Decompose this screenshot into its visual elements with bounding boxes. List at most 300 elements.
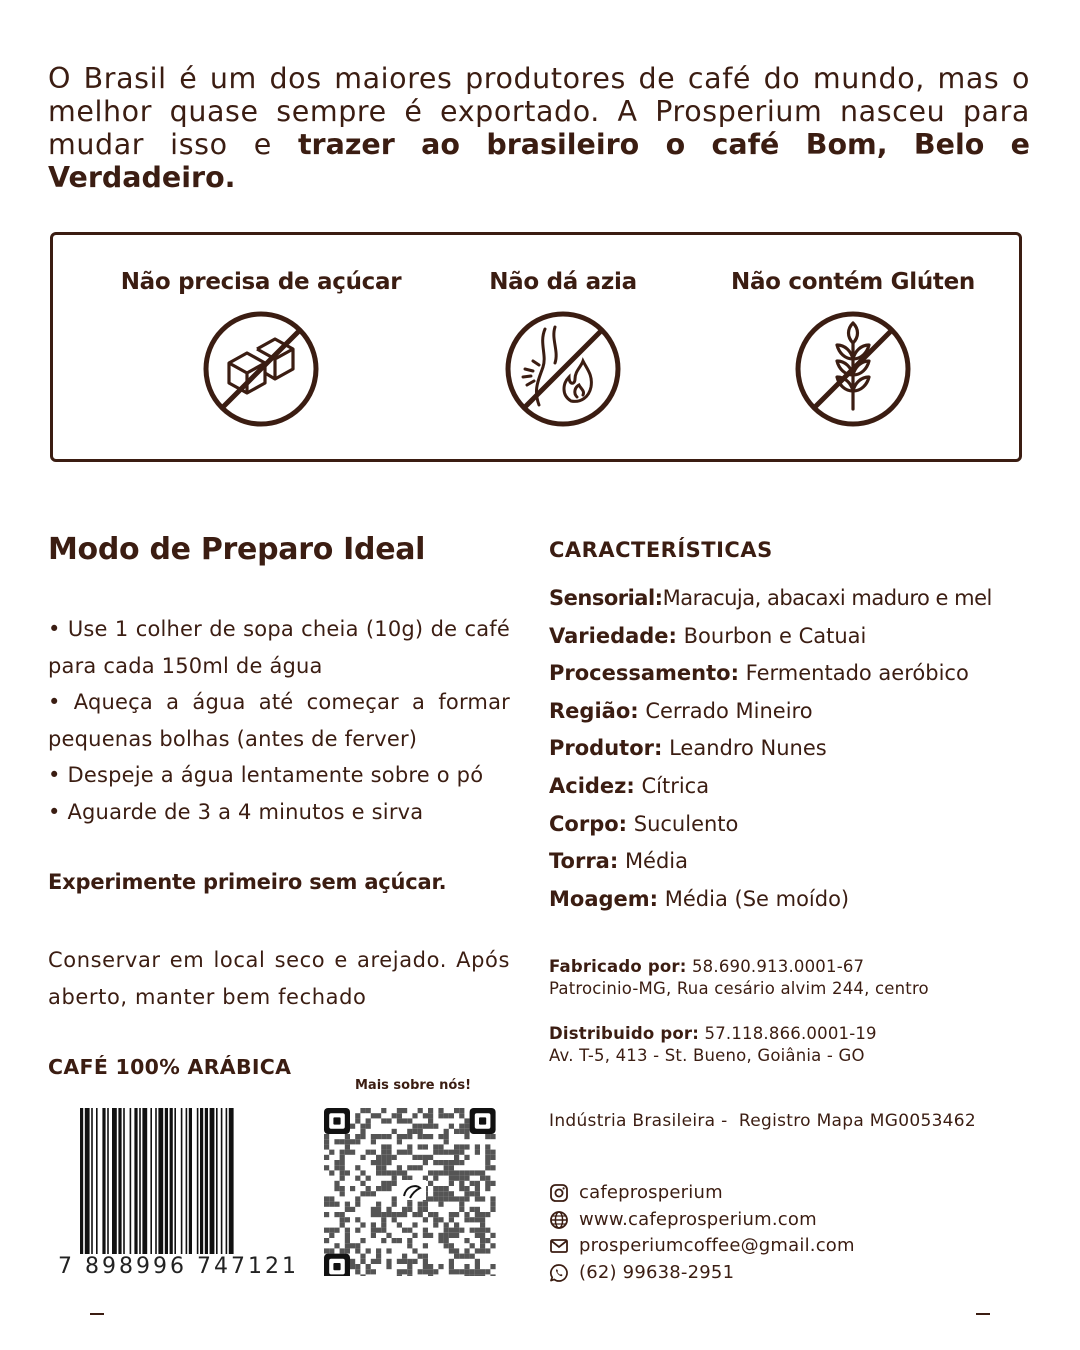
qr-module xyxy=(386,1212,391,1217)
qr-module xyxy=(412,1124,417,1129)
qr-module xyxy=(459,1124,464,1129)
qr-module xyxy=(324,1134,329,1139)
qr-module xyxy=(464,1264,469,1269)
qr-module xyxy=(412,1233,417,1238)
barcode-number: 7 898996 747121 xyxy=(58,1254,299,1279)
qr-module xyxy=(444,1134,449,1139)
qr-module xyxy=(407,1202,412,1207)
qr-module xyxy=(438,1144,443,1149)
qr-module xyxy=(480,1217,485,1222)
qr-module xyxy=(324,1238,329,1243)
list-item: • Aguarde de 3 a 4 minutos e sirva xyxy=(48,799,424,824)
characteristic-key: Corpo: xyxy=(549,811,628,836)
qr-module xyxy=(485,1269,490,1274)
qr-module xyxy=(366,1108,371,1113)
qr-module xyxy=(475,1150,480,1155)
qr-module xyxy=(490,1155,495,1160)
qr-module xyxy=(360,1155,365,1160)
qr-module xyxy=(392,1238,397,1243)
qr-module xyxy=(475,1233,480,1238)
barcode-bar xyxy=(186,1108,188,1276)
qr-module xyxy=(392,1181,397,1186)
qr-module xyxy=(376,1254,381,1259)
qr-module xyxy=(444,1160,449,1165)
qr-module xyxy=(428,1134,433,1139)
qr-module xyxy=(464,1124,469,1129)
qr-module xyxy=(423,1269,428,1274)
qr-module xyxy=(475,1170,480,1175)
qr-module xyxy=(324,1248,329,1253)
qr-module xyxy=(485,1228,490,1233)
barcode-bar xyxy=(174,1108,176,1276)
qr-module xyxy=(428,1264,433,1269)
qr-module xyxy=(459,1228,464,1233)
qr-module xyxy=(366,1186,371,1191)
qr-module xyxy=(371,1222,376,1227)
qr-module xyxy=(412,1248,417,1253)
list-item: • Aqueça a água até começar a formar pequenas bolhas (antes de ferver) xyxy=(48,690,510,751)
characteristic-producer xyxy=(549,730,1029,768)
qr-module xyxy=(371,1212,376,1217)
qr-module xyxy=(360,1134,365,1139)
qr-module xyxy=(490,1207,495,1212)
qr-module xyxy=(464,1274,469,1276)
qr-module xyxy=(340,1150,345,1155)
barcode-bar xyxy=(85,1108,90,1276)
characteristic-key: Acidez: xyxy=(549,773,635,798)
qr-module xyxy=(480,1170,485,1175)
qr-module xyxy=(360,1108,365,1113)
qr-module xyxy=(444,1170,449,1175)
qr-module xyxy=(459,1144,464,1149)
qr-module xyxy=(433,1217,438,1222)
qr-module xyxy=(485,1144,490,1149)
manufacturer-info xyxy=(549,956,1029,1000)
badge-no-sugar xyxy=(101,269,421,429)
qr-module xyxy=(376,1160,381,1165)
qr-module xyxy=(449,1191,454,1196)
qr-module xyxy=(350,1139,355,1144)
qr-module xyxy=(449,1259,454,1264)
qr-module xyxy=(407,1238,412,1243)
qr-module xyxy=(475,1248,480,1253)
qr-module xyxy=(433,1176,438,1181)
qr-module xyxy=(449,1269,454,1274)
qr-module xyxy=(449,1165,454,1170)
barcode-bar xyxy=(112,1108,117,1276)
qr-module xyxy=(412,1222,417,1227)
qr-module xyxy=(464,1176,469,1181)
qr-module xyxy=(324,1212,329,1217)
qr-module xyxy=(345,1139,350,1144)
barcode-bar xyxy=(210,1108,215,1276)
qr-module xyxy=(428,1155,433,1160)
list-item: • Use 1 colher de sopa cheia (10g) de café para cada 150ml de água xyxy=(48,617,510,678)
qr-module xyxy=(459,1202,464,1207)
qr-module xyxy=(324,1196,329,1201)
qr-module xyxy=(334,1165,339,1170)
qr-module xyxy=(433,1196,438,1201)
qr-module xyxy=(392,1176,397,1181)
barcode-bar xyxy=(221,1108,223,1276)
qr-module xyxy=(444,1233,449,1238)
qr-module xyxy=(392,1212,397,1217)
qr-module xyxy=(376,1165,381,1170)
globe-icon xyxy=(549,1210,569,1230)
qr-module xyxy=(324,1202,329,1207)
qr-module xyxy=(386,1155,391,1160)
qr-module xyxy=(480,1233,485,1238)
qr-module xyxy=(423,1259,428,1264)
qr-module xyxy=(449,1217,454,1222)
qr-module xyxy=(459,1254,464,1259)
qr-module xyxy=(464,1129,469,1134)
qr-module xyxy=(418,1134,423,1139)
qr-module xyxy=(386,1207,391,1212)
qr-module xyxy=(454,1212,459,1217)
badge-no-heartburn xyxy=(403,269,723,429)
website-link[interactable]: www.cafeprosperium.com xyxy=(579,1208,817,1230)
qr-module xyxy=(449,1212,454,1217)
qr-module xyxy=(324,1165,329,1170)
contact-whatsapp[interactable] xyxy=(549,1260,855,1287)
qr-module xyxy=(475,1144,480,1149)
qr-module xyxy=(407,1243,412,1248)
list-item: • Despeje a água lentamente sobre o pó xyxy=(48,763,484,787)
qr-module xyxy=(490,1150,495,1155)
qr-module xyxy=(454,1228,459,1233)
qr-module xyxy=(371,1269,376,1274)
qr-module xyxy=(444,1113,449,1118)
qr-module xyxy=(360,1222,365,1227)
qr-module xyxy=(423,1207,428,1212)
qr-module xyxy=(438,1134,443,1139)
qr-module xyxy=(381,1134,386,1139)
qr-module xyxy=(449,1233,454,1238)
qr-module xyxy=(438,1196,443,1201)
qr-module xyxy=(423,1264,428,1269)
qr-module xyxy=(485,1155,490,1160)
qr-module xyxy=(397,1134,402,1139)
qr-module xyxy=(397,1108,402,1113)
qr-module xyxy=(366,1269,371,1274)
qr-module xyxy=(355,1176,360,1181)
qr-module xyxy=(324,1139,329,1144)
characteristic-value: Bourbon e Catuai xyxy=(683,623,867,648)
qr-module xyxy=(423,1155,428,1160)
mail-icon xyxy=(549,1236,569,1256)
qr-module xyxy=(360,1274,365,1276)
characteristic-body xyxy=(549,806,1029,844)
qr-module xyxy=(464,1248,469,1253)
qr-module xyxy=(490,1165,495,1170)
barcode-bar xyxy=(123,1108,125,1276)
characteristic-grind xyxy=(549,881,1029,919)
qr-module xyxy=(475,1196,480,1201)
qr-module xyxy=(355,1217,360,1222)
badge-label: Não contém Glúten xyxy=(731,269,975,295)
qr-module xyxy=(397,1269,402,1274)
characteristics-title: CARACTERÍSTICAS xyxy=(549,538,773,562)
qr-module xyxy=(329,1170,334,1175)
qr-module xyxy=(438,1238,443,1243)
qr-module xyxy=(475,1186,480,1191)
qr-module xyxy=(360,1129,365,1134)
qr-module xyxy=(444,1139,449,1144)
qr-module xyxy=(371,1160,376,1165)
qr-module xyxy=(334,1160,339,1165)
benefits-box xyxy=(50,232,1022,462)
qr-module xyxy=(454,1155,459,1160)
qr-module xyxy=(407,1259,412,1264)
qr-module xyxy=(360,1181,365,1186)
qr-module xyxy=(381,1165,386,1170)
characteristic-roast xyxy=(549,843,1029,881)
instagram-icon xyxy=(549,1183,569,1203)
characteristic-key: Variedade: xyxy=(549,623,677,648)
barcode-bar xyxy=(170,1108,173,1276)
qr-module xyxy=(454,1254,459,1259)
qr-module xyxy=(428,1118,433,1123)
qr-module xyxy=(480,1269,485,1274)
qr-module xyxy=(459,1176,464,1181)
instagram-handle[interactable]: cafeprosperium xyxy=(579,1182,723,1203)
qr-module xyxy=(412,1129,417,1134)
whatsapp-icon xyxy=(549,1263,569,1283)
characteristic-key: Produtor: xyxy=(549,736,663,761)
qr-module xyxy=(428,1170,433,1175)
qr-module xyxy=(350,1207,355,1212)
qr-module xyxy=(412,1155,417,1160)
gluten-free-icon xyxy=(793,309,913,429)
qr-module xyxy=(480,1228,485,1233)
qr-module xyxy=(366,1150,371,1155)
industry-registration: Indústria Brasileira - Registro Mapa MG0053462 xyxy=(549,1111,977,1131)
qr-module xyxy=(381,1118,386,1123)
qr-module xyxy=(423,1134,428,1139)
qr-module xyxy=(355,1134,360,1139)
qr-module xyxy=(371,1228,376,1233)
qr-module xyxy=(444,1243,449,1248)
qr-module xyxy=(340,1165,345,1170)
qr-module xyxy=(371,1150,376,1155)
contact-email[interactable] xyxy=(549,1233,855,1260)
qr-module xyxy=(392,1202,397,1207)
preparation-title: Modo de Preparo Ideal xyxy=(48,532,426,567)
qr-module xyxy=(412,1212,417,1217)
qr-module xyxy=(444,1196,449,1201)
qr-module xyxy=(397,1222,402,1227)
qr-module xyxy=(397,1274,402,1276)
qr-module xyxy=(464,1155,469,1160)
qr-module xyxy=(470,1207,475,1212)
qr-module xyxy=(407,1129,412,1134)
qr-module xyxy=(376,1228,381,1233)
barcode-bar xyxy=(134,1108,137,1276)
qr-module xyxy=(345,1248,350,1253)
characteristics-list xyxy=(549,580,1029,918)
qr-module xyxy=(444,1129,449,1134)
qr-module xyxy=(329,1202,334,1207)
qr-module xyxy=(340,1176,345,1181)
manufacturer-cnpj: 58.690.913.0001-67 xyxy=(691,957,865,976)
contact-instagram[interactable] xyxy=(549,1180,855,1207)
qr-module xyxy=(334,1181,339,1186)
qr-module xyxy=(490,1274,495,1276)
barcode-bar xyxy=(102,1108,105,1276)
qr-module xyxy=(397,1113,402,1118)
qr-module xyxy=(428,1196,433,1201)
qr-module xyxy=(371,1191,376,1196)
qr-module xyxy=(454,1176,459,1181)
qr-module xyxy=(418,1207,423,1212)
qr-module xyxy=(397,1139,402,1144)
characteristic-value: Cítrica xyxy=(641,773,710,798)
qr-module xyxy=(464,1134,469,1139)
whatsapp-number[interactable]: (62) 99638-2951 xyxy=(579,1261,735,1283)
qr-module xyxy=(428,1113,433,1118)
qr-module xyxy=(464,1170,469,1175)
qr-module xyxy=(490,1264,495,1269)
qr-module xyxy=(433,1269,438,1274)
qr-module xyxy=(428,1274,433,1276)
qr-module xyxy=(340,1191,345,1196)
qr-module xyxy=(376,1202,381,1207)
qr-module xyxy=(366,1176,371,1181)
barcode-bar xyxy=(139,1108,141,1276)
qr-module xyxy=(397,1238,402,1243)
product-type: CAFÉ 100% ARÁBICA xyxy=(48,1055,292,1079)
manufacturer-address: Patrocinio-MG, Rua cesário alvim 244, centro xyxy=(549,979,929,998)
qr-module xyxy=(459,1129,464,1134)
qr-module xyxy=(438,1202,443,1207)
qr-module xyxy=(454,1170,459,1175)
qr-module xyxy=(397,1118,402,1123)
characteristic-processing xyxy=(549,655,1029,693)
qr-module xyxy=(345,1238,350,1243)
qr-module xyxy=(340,1139,345,1144)
qr-module xyxy=(381,1155,386,1160)
qr-module xyxy=(433,1150,438,1155)
qr-module xyxy=(428,1269,433,1274)
intro-paragraph xyxy=(48,62,1030,194)
qr-module xyxy=(418,1144,423,1149)
qr-module xyxy=(418,1212,423,1217)
qr-module xyxy=(376,1113,381,1118)
barcode-bar xyxy=(216,1108,218,1276)
qr-code[interactable] xyxy=(320,1106,504,1276)
conservation-note: Conservar em local seco e arejado. Após aberto, manter bem fechado xyxy=(48,948,510,1009)
qr-module xyxy=(480,1176,485,1181)
qr-module xyxy=(386,1118,391,1123)
qr-module xyxy=(485,1150,490,1155)
qr-module xyxy=(366,1264,371,1269)
qr-module xyxy=(376,1186,381,1191)
qr-module xyxy=(366,1118,371,1123)
intro-bold-text: trazer ao brasileiro o café Bom, Belo e Verdadeiro. xyxy=(48,128,1030,194)
qr-module xyxy=(412,1259,417,1264)
distributor-line xyxy=(549,1023,1029,1045)
qr-module xyxy=(366,1191,371,1196)
qr-module xyxy=(475,1207,480,1212)
qr-module xyxy=(459,1181,464,1186)
characteristic-variety xyxy=(549,618,1029,656)
qr-module xyxy=(350,1259,355,1264)
qr-module xyxy=(449,1264,454,1269)
qr-module xyxy=(334,1186,339,1191)
qr-module xyxy=(485,1248,490,1253)
qr-module xyxy=(423,1217,428,1222)
qr-module xyxy=(454,1248,459,1253)
email-link[interactable]: prosperiumcoffee@gmail.com xyxy=(579,1235,855,1256)
characteristic-value: Leandro Nunes xyxy=(669,736,827,761)
qr-module xyxy=(475,1269,480,1274)
qr-module xyxy=(438,1150,443,1155)
qr-finder xyxy=(470,1108,496,1134)
qr-module xyxy=(423,1228,428,1233)
qr-module xyxy=(371,1113,376,1118)
badge-gluten-free xyxy=(693,269,1013,429)
qr-module xyxy=(371,1259,376,1264)
qr-module xyxy=(423,1124,428,1129)
qr-module xyxy=(402,1134,407,1139)
badge-label: Não precisa de açúcar xyxy=(120,269,402,295)
qr-module xyxy=(334,1243,339,1248)
qr-module xyxy=(454,1269,459,1274)
qr-module xyxy=(402,1170,407,1175)
qr-module xyxy=(402,1108,407,1113)
qr-module xyxy=(381,1222,386,1227)
contact-website[interactable] xyxy=(549,1207,855,1234)
qr-module xyxy=(485,1212,490,1217)
qr-module xyxy=(350,1264,355,1269)
qr-module xyxy=(480,1196,485,1201)
qr-module xyxy=(485,1176,490,1181)
qr-module xyxy=(454,1196,459,1201)
qr-module xyxy=(376,1248,381,1253)
qr-module xyxy=(381,1228,386,1233)
characteristic-value: Média (Se moído) xyxy=(664,886,850,911)
qr-module xyxy=(485,1165,490,1170)
qr-module xyxy=(386,1181,391,1186)
qr-module xyxy=(381,1238,386,1243)
qr-module xyxy=(340,1222,345,1227)
barcode-bar xyxy=(118,1108,121,1276)
qr-module xyxy=(475,1191,480,1196)
qr-module xyxy=(470,1217,475,1222)
barcode-bar xyxy=(158,1108,163,1276)
qr-module xyxy=(459,1150,464,1155)
qr-module xyxy=(412,1113,417,1118)
characteristic-key: Sensorial: xyxy=(549,586,663,610)
qr-module xyxy=(418,1124,423,1129)
qr-module xyxy=(386,1144,391,1149)
qr-module xyxy=(454,1108,459,1113)
qr-module xyxy=(402,1259,407,1264)
qr-module xyxy=(407,1264,412,1269)
qr-module xyxy=(423,1160,428,1165)
qr-module xyxy=(407,1269,412,1274)
qr-module xyxy=(376,1170,381,1175)
qr-module xyxy=(480,1238,485,1243)
qr-module xyxy=(490,1196,495,1201)
qr-module xyxy=(350,1150,355,1155)
qr-module xyxy=(381,1181,386,1186)
qr-module xyxy=(366,1124,371,1129)
qr-module xyxy=(464,1269,469,1274)
qr-module xyxy=(449,1170,454,1175)
qr-module xyxy=(485,1186,490,1191)
